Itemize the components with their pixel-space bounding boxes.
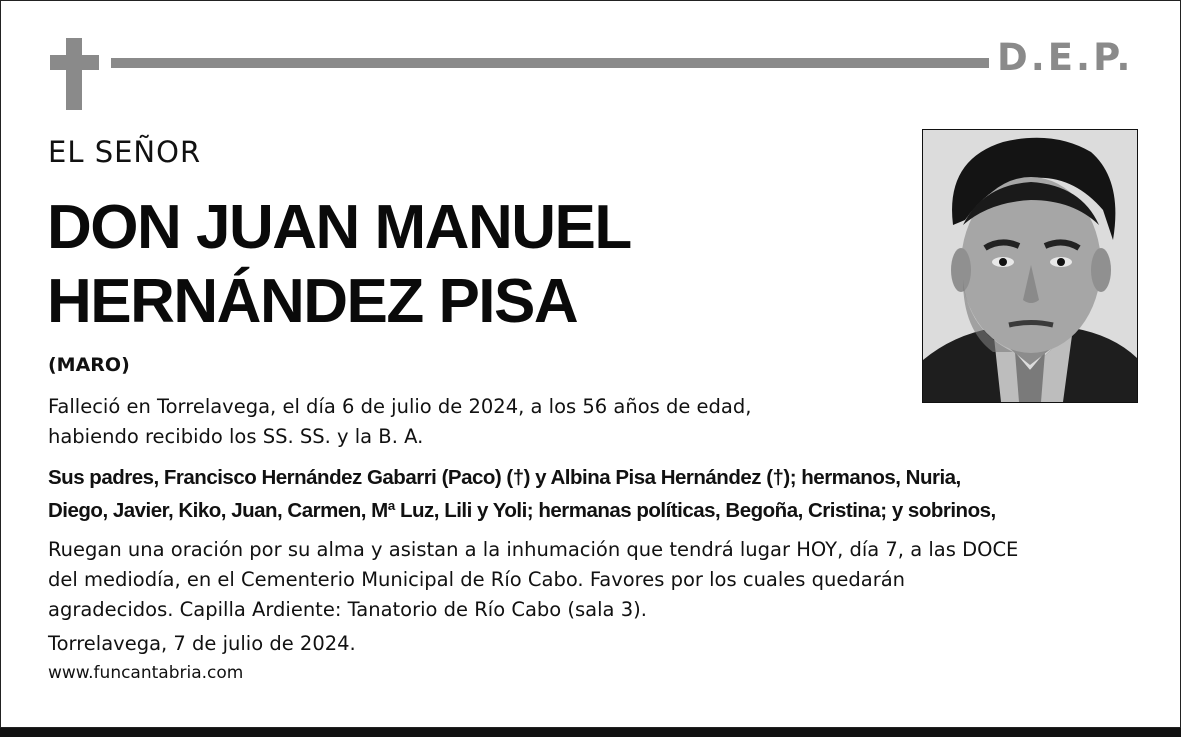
text-line: Ruegan una oración por su alma y asistan a la inhumación que tendrá lugar HOY, día 7, a las DOCE — [48, 538, 1019, 561]
bottom-border — [0, 728, 1181, 737]
cross-icon-bar — [50, 55, 99, 70]
text-line: del mediodía, en el Cementerio Municipal de Río Cabo. Favores por los cuales quedarán — [48, 568, 906, 591]
name-line: HERNÁNDEZ PISA — [47, 267, 578, 336]
text-line: Falleció en Torrelavega, el día 6 de julio de 2024, a los 56 años de edad, — [48, 395, 752, 418]
death-paragraph — [48, 392, 751, 452]
title-prefix: EL SEÑOR — [48, 135, 202, 169]
website: www.funcantabria.com — [48, 663, 244, 683]
text-line: Sus padres, Francisco Hernández Gabarri (Paco) (†) y Albina Pisa Hernández (†); hermanos, Nuria, — [48, 466, 961, 489]
text-line: Diego, Javier, Kiko, Juan, Carmen, Mª Luz, Lili y Yoli; hermanas políticas, Begoña, Cristina; y sobrinos, — [48, 499, 996, 522]
deceased-name — [47, 191, 631, 339]
service-paragraph — [48, 535, 1018, 625]
header-rule — [111, 58, 989, 68]
portrait-illustration — [923, 130, 1137, 402]
alias: (MARO) — [48, 354, 130, 376]
dep-label: D.E.P. — [997, 36, 1134, 79]
text-line: agradecidos. Capilla Ardiente: Tanatorio de Río Cabo (sala 3). — [48, 598, 647, 621]
place-date: Torrelavega, 7 de julio de 2024. — [48, 632, 356, 655]
cross-icon — [66, 38, 82, 110]
portrait-photo — [922, 129, 1138, 403]
family-paragraph — [48, 461, 996, 527]
text-line: habiendo recibido los SS. SS. y la B. A. — [48, 425, 424, 448]
name-line: DON JUAN MANUEL — [47, 193, 631, 262]
